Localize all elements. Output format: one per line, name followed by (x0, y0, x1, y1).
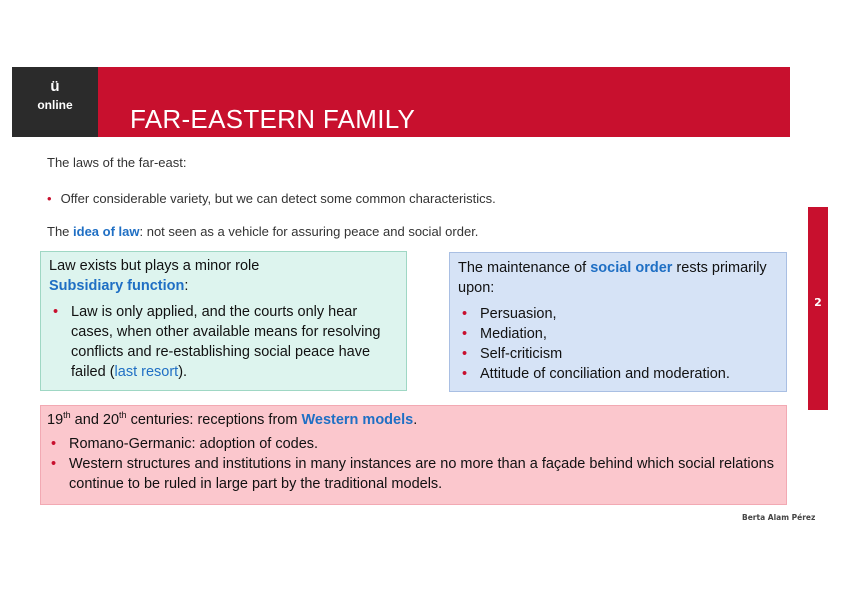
social-order-suffix: rests primarily upon: (458, 260, 767, 296)
law-role-line: Law exists but plays a minor role (49, 258, 260, 274)
ordinal-th: th (63, 410, 71, 421)
law-role-box (40, 251, 407, 391)
idea-of-law-line (47, 224, 478, 239)
intro-bullet (47, 191, 496, 206)
page-number: 2 (814, 296, 822, 309)
ordinal-th: th (119, 410, 127, 421)
logo (12, 67, 98, 137)
receptions-prefix: centuries: receptions from (126, 412, 302, 428)
list-item (49, 302, 398, 382)
intro-line: The laws of the far-east: (47, 155, 187, 170)
idea-line-suffix: : not seen as a vehicle for assuring peace and social order. (139, 224, 479, 239)
bullet-marker: • (47, 191, 52, 206)
century-20: and 20 (70, 412, 120, 428)
author-footer: Berta Alam Pérez (742, 513, 816, 522)
last-resort-suffix: ). (178, 364, 188, 380)
subsidiary-function-highlight: Subsidiary function (49, 278, 185, 294)
social-order-line (458, 258, 778, 298)
receptions-list (47, 434, 780, 494)
last-resort-highlight: last resort (114, 364, 179, 380)
last-resort-prefix: Law is only applied, and the courts only hear cases, when other available means for resolving conflicts and re-establishing social peace have failed ( (71, 304, 381, 380)
subsidiary-function-line (49, 276, 398, 296)
century-19: 19 (47, 412, 64, 428)
social-order-box (449, 252, 787, 392)
receptions-box (40, 405, 787, 505)
idea-line-prefix: The (47, 224, 74, 239)
western-models-highlight: Western models (301, 412, 414, 428)
list-item: • Mediation, (458, 324, 778, 344)
receptions-line (47, 410, 780, 430)
social-order-list (458, 304, 778, 384)
slide-title: FAR-EASTERN FAMILY (130, 104, 416, 134)
logo-mark: ü (50, 78, 60, 95)
social-order-prefix: The maintenance of (458, 260, 591, 276)
list-item: • Self-criticism (458, 344, 778, 364)
list-item: • Romano-Germanic: adoption of codes. (47, 434, 780, 454)
idea-of-law-highlight: idea of law (73, 224, 140, 239)
logo-text: online (37, 98, 73, 112)
list-item: • Persuasion, (458, 304, 778, 324)
social-order-highlight: social order (590, 260, 673, 276)
intro-bullet-text: Offer considerable variety, but we can detect some common characteristics. (60, 191, 496, 206)
receptions-suffix: . (413, 412, 418, 428)
law-role-list (49, 302, 398, 382)
list-item: • Western structures and institutions in many instances are no more than a façade behind which social relations continue to be ruled in large part by the traditional models. (47, 454, 780, 494)
list-item: • Attitude of conciliation and moderation. (458, 364, 778, 384)
subsidiary-suffix: : (184, 278, 189, 294)
